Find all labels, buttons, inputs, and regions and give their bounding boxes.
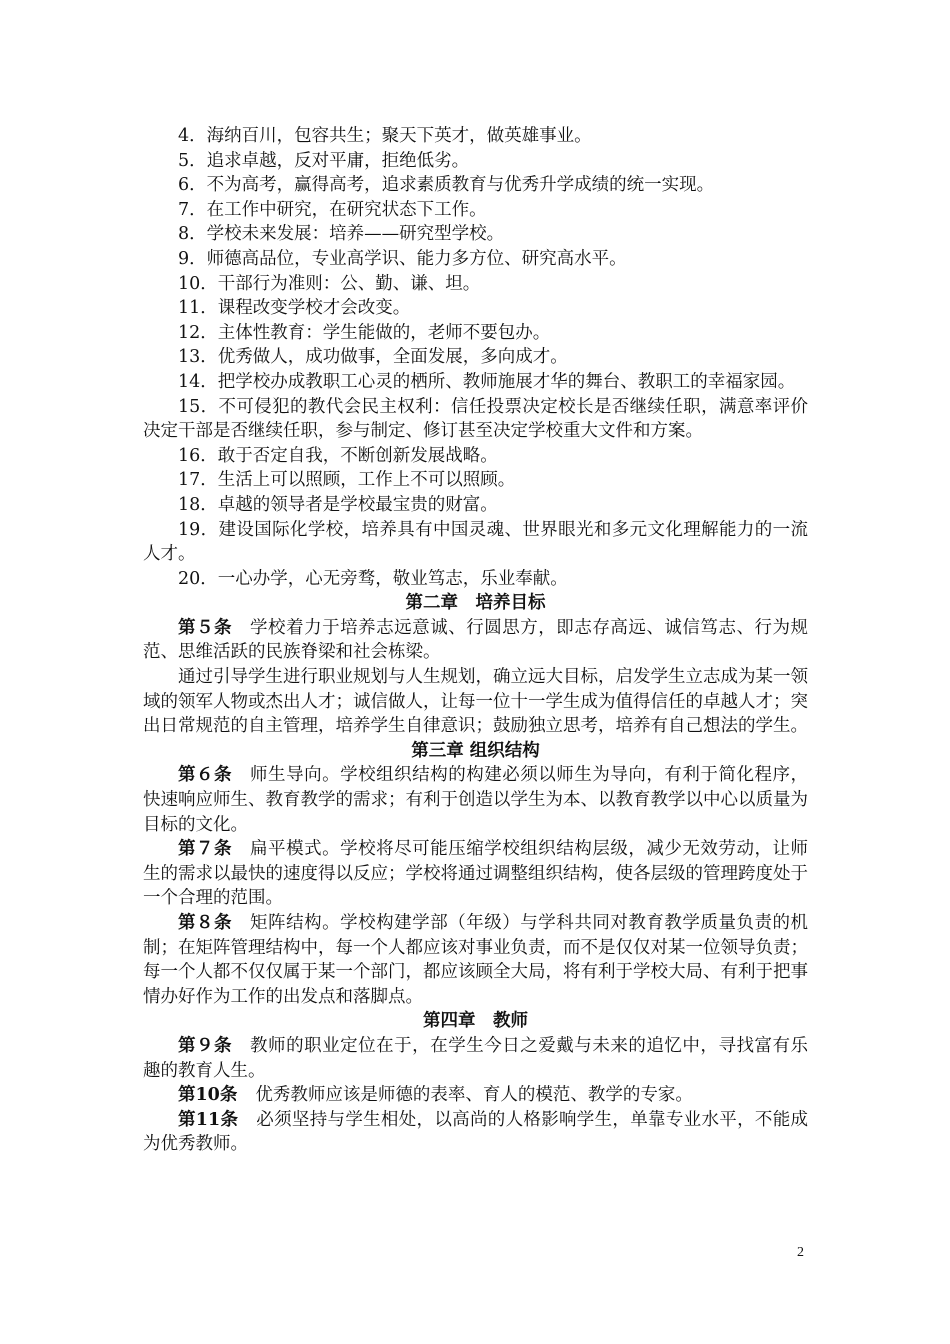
article-label: 第７条 [178,839,233,860]
chapter-4-title: 第四章 教师 [423,1011,528,1032]
list-item: 6．不为高考，赢得高考，追求素质教育与优秀升学成绩的统一实现。 [178,175,715,196]
article-label: 第11条 [178,1109,239,1130]
list-item: 20．一心办学，心无旁骛，敬业笃志，乐业奉献。 [178,568,568,589]
article-text: 学校着力于培养志远意诚、行圆思方，即志存高远、诚信笃志、行为规范、思维活跃的民族脊梁和社会栋梁。 [143,617,808,663]
list-item: 15．不可侵犯的教代会民主权利：信任投票决定校长是否继续任职，满意率评价决定干部是否继续任职，参与制定、修订甚至决定学校重大文件和方案。 [143,396,808,442]
list-item: 14．把学校办成教职工心灵的栖所、教师施展才华的舞台、教职工的幸福家园。 [178,371,796,392]
page-number: 2 [797,1245,804,1260]
article-label: 第９条 [178,1035,233,1056]
article-11 [143,1108,808,1157]
article-text: 师生导向。学校组织结构的构建必须以师生为导向，有利于简化程序，快速响应师生、教育教学的需求；有利于创造以学生为本、以教育教学以中心以质量为目标的文化。 [143,765,808,835]
article-label: 第８条 [178,913,233,933]
list-item: 7．在工作中研究，在研究状态下工作。 [178,199,487,220]
article-label: 第10条 [178,1085,238,1106]
paragraph: 通过引导学生进行职业规划与人生规划，确立远大目标，启发学生立志成为某一领域的领军人物或杰出人才；诚信做人，让每一位十一学生成为值得信任的卓越人才；突出日常规范的自主管理，培养学生自律意识；鼓励独立思考，培养有自己想法的学生。 [143,667,808,737]
list-item: 19．建设国际化学校，培养具有中国灵魂、世界眼光和多元文化理解能力的一流人才。 [143,519,808,565]
list-item: 8．学校未来发展：培养——研究型学校。 [178,224,505,245]
article-6 [143,763,808,837]
article-text: 必须坚持与学生相处，以高尚的人格影响学生，单靠专业水平，不能成为优秀教师。 [143,1109,808,1155]
list-item: 5．追求卓越，反对平庸，拒绝低劣。 [178,150,470,171]
article-10 [143,1083,808,1108]
article-text: 矩阵结构。学校构建学部（年级）与学科共同对教育教学质量负责的机制；在矩阵管理结构中，每一个人都应该对事业负责，而不是仅仅对某一位领导负责；每一个人都不仅仅属于某一个部门，都应该顾全大局，将有利于学校大局、有利于把事情办好作为工作的出发点和落脚点。 [143,913,808,1007]
article-text: 教师的职业定位在于，在学生今日之爱戴与未来的追忆中，寻找富有乐趣的教育人生。 [143,1035,808,1081]
article-5 [143,616,808,665]
list-item: 17．生活上可以照顾，工作上不可以照顾。 [178,470,516,491]
list-item: 16．敢于否定自我，不断创新发展战略。 [178,445,498,466]
list-item: 11．课程改变学校才会改变。 [178,298,411,319]
article-text: 扁平模式。学校将尽可能压缩学校组织结构层级，减少无效劳动，让师生的需求以最快的速度得以反应；学校将通过调整组织结构，使各层级的管理跨度处于一个合理的范围。 [143,839,808,909]
article-7 [143,837,808,911]
article-9 [143,1034,808,1083]
list-item: 4．海纳百川，包容共生；聚天下英才，做英雄事业。 [178,126,592,146]
article-text: 优秀教师应该是师德的表率、育人的模范、教学的专家。 [255,1085,693,1106]
chapter-2-title: 第二章 培养目标 [405,593,546,614]
article-label: 第６条 [178,765,233,786]
list-item: 10．干部行为准则：公、勤、谦、坦。 [178,273,481,294]
article-label: 第５条 [178,617,233,638]
article-8 [143,911,808,1009]
chapter-3-title: 第三章 组织结构 [411,740,540,761]
list-item: 18．卓越的领导者是学校最宝贵的财富。 [178,494,498,515]
list-item: 13．优秀做人，成功做事，全面发展，多向成才。 [178,347,568,368]
document-page [143,124,808,1157]
list-item: 12．主体性教育：学生能做的，老师不要包办。 [178,322,551,343]
list-item: 9．师德高品位，专业高学识、能力多方位、研究高水平。 [178,248,627,269]
